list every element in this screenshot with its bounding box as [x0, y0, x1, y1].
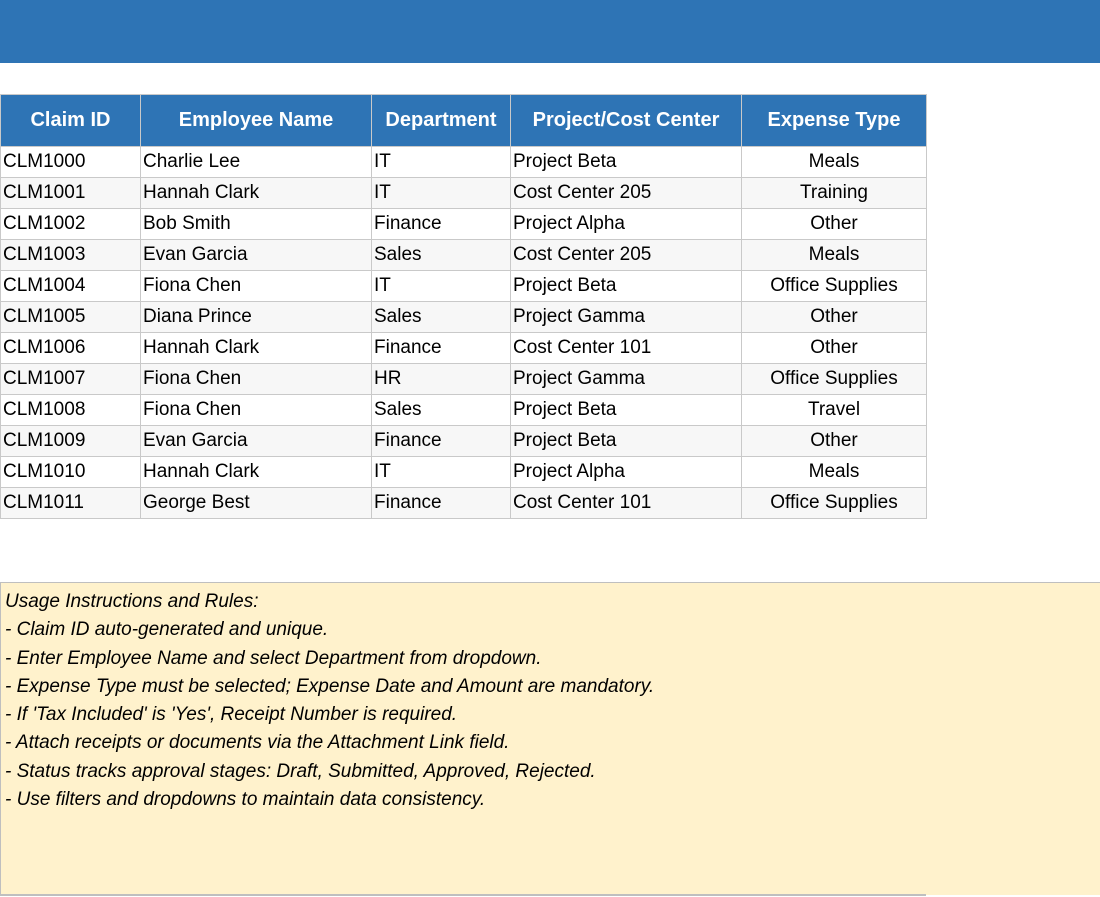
title-banner	[0, 0, 1100, 63]
table-body	[1, 147, 927, 519]
project-cost-center-cell[interactable]: Project Alpha	[511, 457, 742, 488]
table-row	[1, 147, 927, 178]
employee-name-cell[interactable]: Fiona Chen	[141, 395, 372, 426]
expense-type-cell[interactable]: Meals	[742, 240, 927, 271]
expense-claims-table	[0, 94, 927, 519]
department-cell[interactable]: IT	[372, 457, 511, 488]
expense-type-cell[interactable]: Training	[742, 178, 927, 209]
table-row	[1, 457, 927, 488]
expense-type-cell[interactable]: Other	[742, 333, 927, 364]
notes-rule: - Claim ID auto-generated and unique.	[5, 619, 329, 641]
claim-id-cell[interactable]: CLM1010	[1, 457, 141, 488]
project-cost-center-cell[interactable]: Project Gamma	[511, 302, 742, 333]
claim-id-cell[interactable]: CLM1000	[1, 147, 141, 178]
department-cell[interactable]: Finance	[372, 488, 511, 519]
expense-type-cell[interactable]: Office Supplies	[742, 364, 927, 395]
department-cell[interactable]: Sales	[372, 395, 511, 426]
project-cost-center-cell[interactable]: Project Beta	[511, 426, 742, 457]
notes-rule: - Attach receipts or documents via the Attachment Link field.	[5, 732, 510, 754]
project-cost-center-cell[interactable]: Cost Center 101	[511, 488, 742, 519]
project-cost-center-cell[interactable]: Cost Center 205	[511, 178, 742, 209]
employee-name-cell[interactable]: Fiona Chen	[141, 364, 372, 395]
project-cost-center-cell[interactable]: Project Alpha	[511, 209, 742, 240]
table-row	[1, 395, 927, 426]
department-cell[interactable]: Finance	[372, 209, 511, 240]
table-row	[1, 488, 927, 519]
claim-id-cell[interactable]: CLM1003	[1, 240, 141, 271]
employee-name-cell[interactable]: Bob Smith	[141, 209, 372, 240]
department-cell[interactable]: Sales	[372, 302, 511, 333]
employee-name-cell[interactable]: Evan Garcia	[141, 240, 372, 271]
department-cell[interactable]: IT	[372, 271, 511, 302]
claim-id-cell[interactable]: CLM1011	[1, 488, 141, 519]
notes-rule: - If 'Tax Included' is 'Yes', Receipt Number is required.	[5, 704, 458, 726]
notes-rule: - Enter Employee Name and select Department from dropdown.	[5, 647, 542, 669]
expense-type-cell[interactable]: Office Supplies	[742, 271, 927, 302]
expense-type-cell[interactable]: Other	[742, 426, 927, 457]
project-cost-center-cell[interactable]: Project Beta	[511, 395, 742, 426]
claim-id-cell[interactable]: CLM1008	[1, 395, 141, 426]
claim-id-cell[interactable]: CLM1001	[1, 178, 141, 209]
claim-id-cell[interactable]: CLM1006	[1, 333, 141, 364]
project-cost-center-cell[interactable]: Project Gamma	[511, 364, 742, 395]
project-cost-center-cell[interactable]: Cost Center 101	[511, 333, 742, 364]
employee-name-cell[interactable]: Hannah Clark	[141, 457, 372, 488]
project-cost-center-cell[interactable]: Project Beta	[511, 271, 742, 302]
notes-rule: - Expense Type must be selected; Expense Date and Amount are mandatory.	[5, 675, 655, 697]
expense-type-cell[interactable]: Other	[742, 209, 927, 240]
employee-name-cell[interactable]: Hannah Clark	[141, 178, 372, 209]
expense-type-cell[interactable]: Travel	[742, 395, 927, 426]
table-row	[1, 364, 927, 395]
project-cost-center-cell[interactable]: Cost Center 205	[511, 240, 742, 271]
header-claim-id[interactable]: Claim ID	[1, 95, 141, 147]
department-cell[interactable]: IT	[372, 178, 511, 209]
table-row	[1, 271, 927, 302]
header-employee-name[interactable]: Employee Name	[141, 95, 372, 147]
table-row	[1, 240, 927, 271]
notes-rule: - Use filters and dropdowns to maintain data consistency.	[5, 789, 486, 811]
project-cost-center-cell[interactable]: Project Beta	[511, 147, 742, 178]
employee-name-cell[interactable]: Fiona Chen	[141, 271, 372, 302]
header-project-cost-center[interactable]: Project/Cost Center	[511, 95, 742, 147]
header-department[interactable]: Department	[372, 95, 511, 147]
table-row	[1, 209, 927, 240]
table-row	[1, 426, 927, 457]
notes-heading: Usage Instructions and Rules:	[5, 591, 259, 612]
department-cell[interactable]: HR	[372, 364, 511, 395]
expense-type-cell[interactable]: Meals	[742, 457, 927, 488]
claim-id-cell[interactable]: CLM1004	[1, 271, 141, 302]
table-row	[1, 178, 927, 209]
notes-bottom-border	[0, 894, 926, 896]
header-expense-type[interactable]: Expense Type	[742, 95, 927, 147]
table-row	[1, 333, 927, 364]
claim-id-cell[interactable]: CLM1002	[1, 209, 141, 240]
employee-name-cell[interactable]: Evan Garcia	[141, 426, 372, 457]
employee-name-cell[interactable]: George Best	[141, 488, 372, 519]
claim-id-cell[interactable]: CLM1005	[1, 302, 141, 333]
employee-name-cell[interactable]: Hannah Clark	[141, 333, 372, 364]
table-row	[1, 302, 927, 333]
expense-type-cell[interactable]: Office Supplies	[742, 488, 927, 519]
usage-instructions-note[interactable]	[0, 582, 1100, 895]
employee-name-cell[interactable]: Diana Prince	[141, 302, 372, 333]
expense-type-cell[interactable]: Meals	[742, 147, 927, 178]
employee-name-cell[interactable]: Charlie Lee	[141, 147, 372, 178]
department-cell[interactable]: IT	[372, 147, 511, 178]
department-cell[interactable]: Finance	[372, 426, 511, 457]
department-cell[interactable]: Finance	[372, 333, 511, 364]
claim-id-cell[interactable]: CLM1007	[1, 364, 141, 395]
claim-id-cell[interactable]: CLM1009	[1, 426, 141, 457]
expense-type-cell[interactable]: Other	[742, 302, 927, 333]
department-cell[interactable]: Sales	[372, 240, 511, 271]
notes-rule: - Status tracks approval stages: Draft, Submitted, Approved, Rejected.	[5, 760, 596, 782]
header-row	[1, 95, 927, 147]
